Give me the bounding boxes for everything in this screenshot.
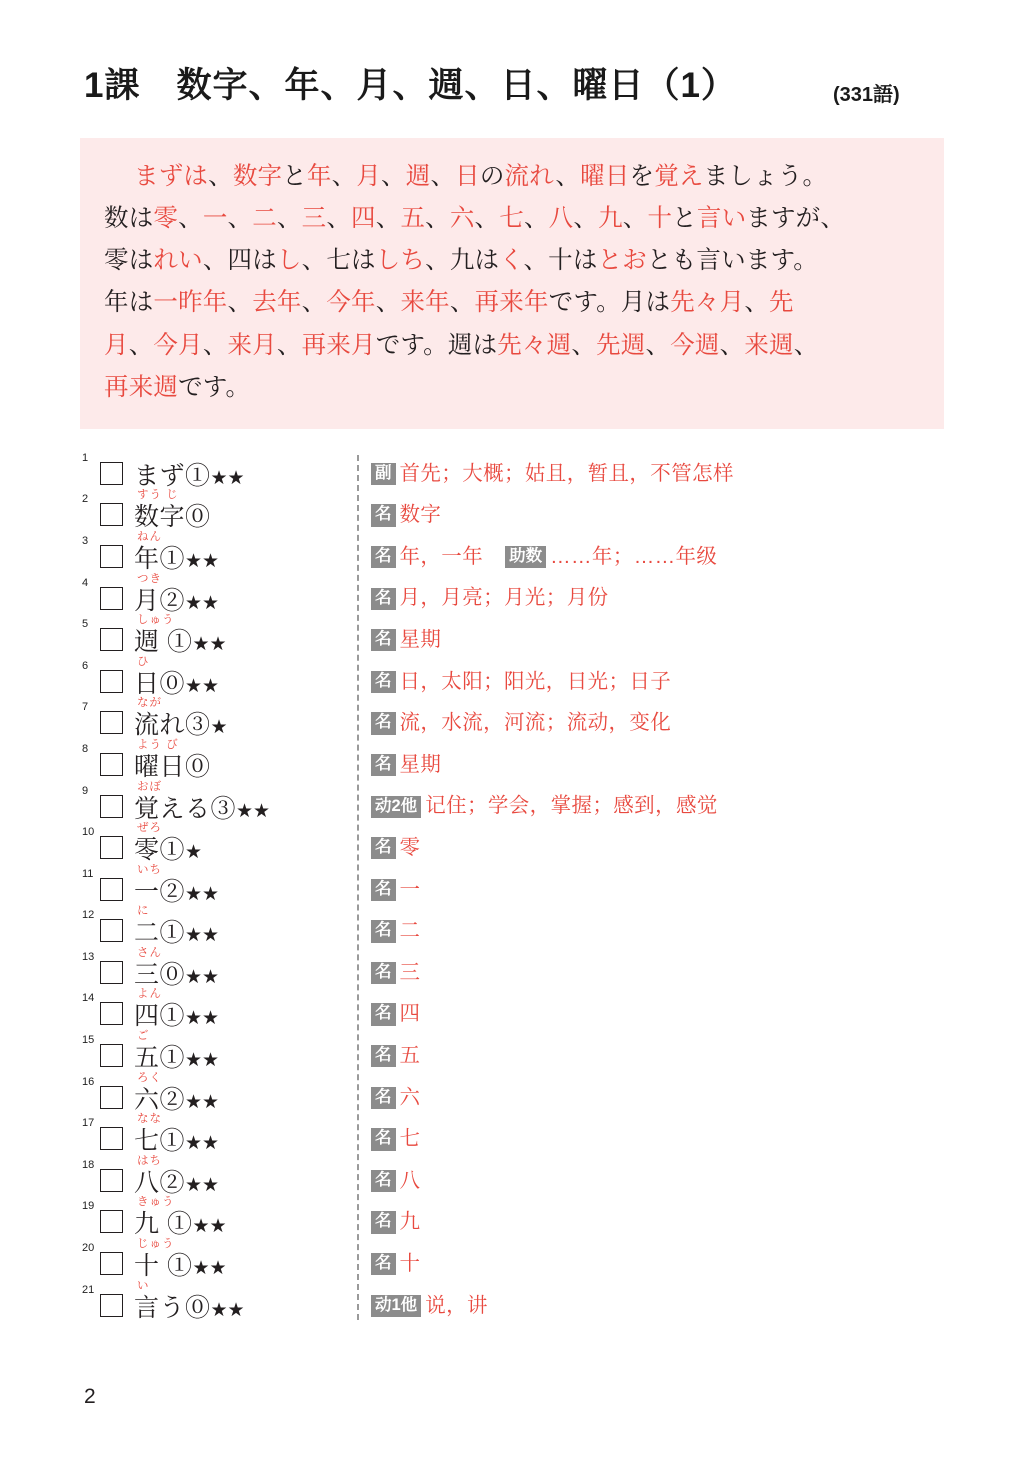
vocabulary-row: [80, 489, 944, 534]
entry-headword: 九 ①: [134, 1210, 193, 1239]
entry-checkbox[interactable]: [100, 659, 132, 693]
entry-number: 20: [82, 1242, 95, 1255]
entry-checkbox[interactable]: [100, 1241, 132, 1275]
vocabulary-row: [80, 780, 944, 826]
vocabulary-row: [80, 988, 944, 1033]
entry-left: [80, 1113, 357, 1156]
entry-word: [132, 905, 220, 948]
vocabulary-row: [80, 655, 944, 701]
part-of-speech-tag: 名: [371, 504, 396, 526]
entry-furigana: ぜろ: [137, 822, 162, 835]
entry-furigana: きゅう: [137, 1196, 175, 1209]
entry-gloss: 三: [399, 960, 421, 984]
entry-checkbox[interactable]: [100, 1158, 132, 1192]
entry-gloss: 流，水流，河流；流动，变化: [399, 711, 672, 735]
part-of-speech-tag: 副: [371, 463, 396, 485]
entry-headword: 数字⓪: [134, 503, 211, 532]
entry-right: [357, 784, 718, 818]
entry-number: 5: [82, 618, 89, 631]
entry-checkbox[interactable]: [100, 1116, 132, 1150]
entry-gloss: 五: [399, 1043, 421, 1067]
checkbox-box[interactable]: [100, 462, 123, 485]
intro-paragraph: [80, 138, 944, 429]
entry-left: [80, 655, 357, 698]
entry-gloss: 月，月亮；月光；月份: [399, 586, 609, 610]
checkbox-box[interactable]: [100, 753, 123, 776]
entry-headword: 四①: [134, 1002, 186, 1031]
entry-number: 4: [82, 576, 89, 589]
entry-word: [132, 780, 271, 823]
entry-left: [80, 1154, 357, 1197]
checkbox-box[interactable]: [100, 1127, 123, 1150]
entry-gloss: 七: [399, 1127, 421, 1151]
entry-gloss: 九: [399, 1210, 421, 1234]
entry-number: 17: [82, 1117, 95, 1130]
entry-gloss: 数字: [399, 503, 442, 527]
checkbox-box[interactable]: [100, 1002, 123, 1025]
entry-checkbox[interactable]: [100, 576, 132, 610]
entry-stars: ★★: [236, 800, 271, 822]
checkbox-box[interactable]: [100, 919, 123, 942]
entry-left: [80, 946, 357, 989]
part-of-speech-tag: 名: [371, 1253, 396, 1275]
part-of-speech-tag: 名: [371, 546, 396, 568]
entry-headword: 六②: [134, 1085, 186, 1114]
entry-number: 8: [82, 742, 89, 755]
entry-stars: ★★: [185, 883, 220, 905]
entry-stars: ★★: [185, 966, 220, 988]
part-of-speech-tag: 名: [371, 629, 396, 651]
vocabulary-row: [80, 451, 944, 493]
entry-checkbox[interactable]: [100, 867, 132, 901]
entry-word: [132, 1279, 245, 1322]
entry-headword: 曜日⓪: [134, 752, 211, 781]
intro-line: 数は零、一、二、三、四、五、六、七、八、九、十と言いますが、: [104, 205, 846, 233]
entry-number: 9: [82, 784, 89, 797]
entry-left: [80, 863, 357, 906]
entry-furigana: すう じ: [137, 489, 179, 502]
entry-number: 11: [82, 867, 94, 880]
part-of-speech-tag: 名: [371, 1170, 396, 1192]
entry-number: 7: [82, 701, 89, 714]
entry-stars: ★★: [185, 550, 220, 572]
entry-right: [357, 825, 420, 859]
entry-right: [357, 700, 671, 734]
entry-headword: 三⓪: [134, 960, 186, 989]
entry-right: [357, 1033, 420, 1067]
part-of-speech-tag: 名: [371, 1003, 396, 1025]
part-of-speech-tag: 名: [371, 1128, 396, 1150]
entry-left: [80, 988, 357, 1031]
entry-right: [357, 1283, 488, 1317]
checkbox-box[interactable]: [100, 1044, 123, 1067]
entry-word: [132, 988, 220, 1031]
entry-checkbox[interactable]: [100, 1283, 132, 1317]
entry-gloss: 十: [399, 1251, 421, 1275]
entry-number: 2: [82, 493, 89, 506]
checkbox-box[interactable]: [100, 628, 123, 651]
entry-right: [357, 742, 441, 776]
entry-word: [132, 489, 211, 532]
entry-word: [132, 530, 220, 573]
entry-checkbox[interactable]: [100, 534, 132, 568]
checkbox-box[interactable]: [100, 836, 123, 859]
entry-furigana: よん: [137, 988, 162, 1001]
entry-left: [80, 572, 357, 615]
checkbox-box[interactable]: [100, 878, 123, 901]
entry-word: [132, 738, 211, 781]
entry-gloss: 记住；学会，掌握；感到，感觉: [425, 794, 718, 818]
entry-furigana: さん: [137, 946, 162, 959]
checkbox-box[interactable]: [100, 1294, 123, 1317]
entry-furigana: に: [137, 905, 150, 918]
entry-headword: 零①: [134, 836, 186, 865]
entry-left: [80, 614, 357, 657]
entry-left: [80, 1030, 357, 1073]
part-of-speech-tag: 名: [371, 588, 396, 610]
entry-word: [132, 822, 203, 865]
entry-headword: 言う⓪: [134, 1293, 211, 1322]
entry-stars: ★★: [185, 1008, 220, 1030]
entry-stars: ★★: [185, 1050, 220, 1072]
entry-stars: ★★: [192, 1216, 227, 1238]
vocabulary-row: [80, 946, 944, 992]
entry-checkbox[interactable]: [100, 492, 132, 526]
checkbox-box[interactable]: [100, 961, 123, 984]
entry-number: 16: [82, 1075, 95, 1088]
entry-number: 10: [82, 826, 95, 839]
entry-headword: 七①: [134, 1127, 186, 1156]
part-of-speech-tag: 动2他: [371, 796, 421, 818]
entry-gloss: 说，讲: [425, 1293, 488, 1317]
entry-word: [132, 1238, 227, 1281]
intro-line: 月、今月、来月、再来月です。週は先々週、先週、今週、来週、: [104, 331, 819, 359]
entry-headword: 二①: [134, 919, 186, 948]
intro-line: 零はれい、四はし、七はしち、九はく、十はとおとも言います。: [104, 247, 818, 275]
entry-gloss: 星期: [399, 628, 442, 652]
checkbox-box[interactable]: [100, 1086, 123, 1109]
vocabulary-row: [80, 1071, 944, 1117]
entry-right: [357, 492, 441, 526]
entry-number: 21: [82, 1283, 95, 1296]
entry-right: [357, 659, 671, 693]
checkbox-box[interactable]: [100, 711, 123, 734]
entry-left: [80, 1238, 357, 1281]
entry-checkbox[interactable]: [100, 451, 132, 485]
entry-checkbox[interactable]: [100, 908, 132, 942]
vocabulary-row: [80, 1113, 944, 1158]
entry-furigana: よう び: [137, 738, 179, 751]
entry-stars: ★★: [185, 925, 220, 947]
entry-headword: まず①: [134, 461, 211, 490]
entry-stars: ★★: [185, 1091, 220, 1113]
entry-stars: ★★: [210, 467, 245, 489]
entry-gloss: 四: [399, 1002, 421, 1026]
entry-number: 14: [82, 992, 95, 1005]
entry-headword: 流れ③: [134, 711, 211, 740]
entry-headword: 日⓪: [134, 669, 186, 698]
checkbox-box[interactable]: [100, 670, 123, 693]
entry-furigana: ひ: [137, 655, 150, 668]
entry-word: [132, 1196, 227, 1239]
entry-furigana: なが: [137, 697, 162, 710]
intro-line: まずは、数字と年、月、週、日の流れ、曜日を覚えましょう。: [134, 163, 828, 190]
entry-number: 12: [82, 909, 95, 922]
entry-stars: ★: [185, 842, 203, 864]
entry-right: [357, 950, 420, 984]
entry-number: 1: [82, 451, 89, 464]
entry-gloss-secondary: ……年；……年级: [550, 544, 718, 568]
part-of-speech-tag: 名: [371, 712, 396, 734]
part-of-speech-tag-secondary: 助数: [505, 546, 546, 568]
entry-headword: 覚える③: [134, 794, 237, 823]
part-of-speech-tag: 名: [371, 962, 396, 984]
vocabulary-row: [80, 1238, 944, 1283]
entry-gloss: 首先；大概；姑且，暂且，不管怎样: [399, 461, 734, 485]
word-count-label: (331語): [832, 84, 900, 106]
entry-checkbox[interactable]: [100, 991, 132, 1025]
vocabulary-row: [80, 1279, 944, 1325]
entry-right: [357, 867, 420, 901]
entry-number: 19: [82, 1200, 95, 1213]
vocabulary-row: [80, 614, 944, 659]
entry-gloss: 六: [399, 1085, 421, 1109]
entry-gloss: 二: [399, 919, 421, 943]
entry-stars: ★★: [185, 1133, 220, 1155]
vocabulary-row: [80, 530, 944, 576]
checkbox-box[interactable]: [100, 1210, 123, 1233]
entry-checkbox[interactable]: [100, 950, 132, 984]
entry-headword: 一②: [134, 877, 186, 906]
entry-right: [357, 451, 734, 485]
entry-left: [80, 451, 357, 489]
vocabulary-row: [80, 697, 944, 742]
entry-stars: ★★: [210, 1299, 245, 1321]
entry-furigana: ねん: [137, 530, 162, 543]
entry-left: [80, 738, 357, 781]
entry-stars: ★★: [185, 592, 220, 614]
entry-number: 13: [82, 950, 95, 963]
entry-furigana: つき: [137, 572, 162, 585]
entry-furigana: はち: [137, 1154, 162, 1167]
entry-headword: 十 ①: [134, 1252, 193, 1281]
page-number: 2: [84, 1385, 96, 1408]
entry-right: [357, 1241, 420, 1275]
part-of-speech-tag: 名: [371, 837, 396, 859]
column-divider: [357, 455, 359, 1320]
entry-word: [132, 614, 227, 657]
entry-word: [132, 1154, 220, 1197]
entry-headword: 五①: [134, 1044, 186, 1073]
entry-number: 18: [82, 1158, 95, 1171]
page-title: 1課 数字、年、月、週、日、曜日（1）: [84, 66, 737, 105]
entry-checkbox[interactable]: [100, 1199, 132, 1233]
entry-gloss: 年，一年: [399, 544, 484, 568]
vocabulary-row: [80, 863, 944, 909]
entry-left: [80, 1071, 357, 1114]
entry-stars: ★★: [192, 634, 227, 656]
entry-word: [132, 1113, 220, 1156]
entry-gloss: 日，太阳；阳光，日光；日子: [399, 669, 672, 693]
checkbox-box[interactable]: [100, 503, 123, 526]
entry-right: [357, 534, 717, 568]
entry-right: [357, 1116, 420, 1150]
part-of-speech-tag: 名: [371, 754, 396, 776]
entry-number: 6: [82, 659, 89, 672]
entry-furigana: い: [137, 1279, 150, 1292]
intro-line: 再来週です。: [104, 373, 251, 401]
checkbox-box[interactable]: [100, 545, 123, 568]
entry-gloss: 零: [399, 836, 421, 859]
vocabulary-row: [80, 1030, 944, 1075]
checkbox-box[interactable]: [100, 1169, 123, 1192]
page-header: [80, 0, 944, 108]
entry-right: [357, 617, 441, 651]
entry-left: [80, 489, 357, 532]
part-of-speech-tag: 名: [371, 920, 396, 942]
entry-stars: ★★: [185, 675, 220, 697]
entry-word: [132, 863, 220, 906]
entry-word: [132, 1030, 220, 1073]
entry-furigana: ご: [137, 1030, 150, 1043]
entry-headword: 月②: [134, 586, 186, 615]
vocabulary-row: [80, 1154, 944, 1200]
entry-gloss: 星期: [399, 752, 442, 776]
entry-furigana: しゅう: [137, 614, 175, 627]
entry-left: [80, 1279, 357, 1322]
entry-left: [80, 905, 357, 948]
part-of-speech-tag: 名: [371, 671, 396, 693]
entry-left: [80, 780, 357, 823]
entry-word: [132, 1071, 220, 1114]
entry-right: [357, 576, 609, 610]
entry-right: [357, 1158, 420, 1192]
checkbox-box[interactable]: [100, 795, 123, 818]
entry-furigana: なな: [137, 1113, 162, 1126]
part-of-speech-tag: 名: [371, 879, 396, 901]
vocabulary-row: [80, 822, 944, 867]
entry-stars: ★★: [185, 1174, 220, 1196]
entry-checkbox[interactable]: [100, 825, 132, 859]
entry-furigana: ろく: [137, 1071, 162, 1084]
entry-stars: ★: [210, 717, 228, 739]
entry-furigana: おぼ: [137, 780, 162, 793]
entry-headword: 週 ①: [134, 628, 193, 657]
entry-right: [357, 1199, 420, 1233]
entry-headword: 八②: [134, 1168, 186, 1197]
entry-number: 15: [82, 1034, 95, 1047]
part-of-speech-tag: 动1他: [371, 1295, 421, 1317]
entry-word: [132, 572, 220, 615]
entry-checkbox[interactable]: [100, 784, 132, 818]
entry-furigana: じゅう: [137, 1238, 175, 1251]
entry-left: [80, 822, 357, 865]
entry-furigana: いち: [137, 863, 162, 876]
entry-word: [132, 451, 245, 489]
entry-gloss: 八: [399, 1168, 421, 1192]
entry-right: [357, 991, 420, 1025]
entry-checkbox[interactable]: [100, 1075, 132, 1109]
entry-word: [132, 697, 228, 740]
entry-word: [132, 655, 220, 698]
entry-number: 3: [82, 534, 89, 547]
entry-word: [132, 946, 220, 989]
checkbox-box[interactable]: [100, 1252, 123, 1275]
entry-stars: ★★: [192, 1258, 227, 1280]
entry-checkbox[interactable]: [100, 1033, 132, 1067]
entry-left: [80, 530, 357, 573]
vocabulary-row: [80, 572, 944, 618]
entry-gloss: 一: [399, 877, 421, 901]
entry-checkbox[interactable]: [100, 742, 132, 776]
entry-right: [357, 908, 420, 942]
checkbox-box[interactable]: [100, 587, 123, 610]
part-of-speech-tag: 名: [371, 1087, 396, 1109]
entry-checkbox[interactable]: [100, 700, 132, 734]
intro-line: 年は一昨年、去年、今年、来年、再来年です。月は先々月、先: [104, 289, 794, 317]
entry-left: [80, 1196, 357, 1239]
vocabulary-row: [80, 1196, 944, 1241]
entry-checkbox[interactable]: [100, 617, 132, 651]
vocabulary-row: [80, 905, 944, 950]
part-of-speech-tag: 名: [371, 1211, 396, 1233]
entry-left: [80, 697, 357, 740]
vocabulary-list: [80, 451, 944, 1324]
part-of-speech-tag: 名: [371, 1045, 396, 1067]
entry-headword: 年①: [134, 544, 186, 573]
vocabulary-row: [80, 738, 944, 784]
entry-right: [357, 1075, 420, 1109]
